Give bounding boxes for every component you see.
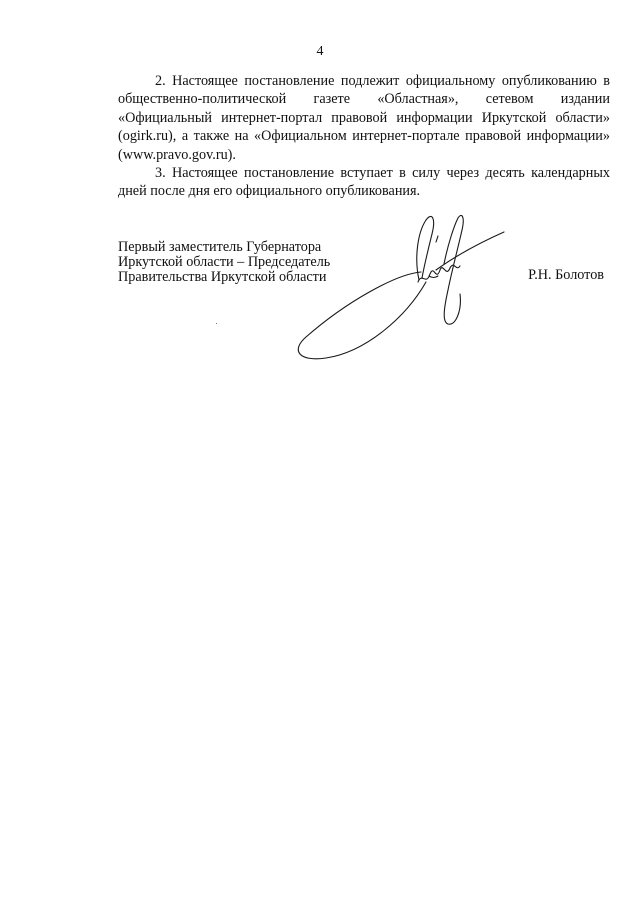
- signatory-position-line: Иркутской области – Председатель: [118, 254, 331, 270]
- document-body: [118, 72, 610, 201]
- signatory-position-line: Правительства Иркутской области: [118, 269, 327, 285]
- signatory-name: Р.Н. Болотов: [528, 267, 604, 283]
- scan-speck: [216, 323, 217, 324]
- signatory-position-line: Первый заместитель Губернатора: [118, 239, 322, 255]
- page-number: 4: [316, 44, 324, 59]
- paragraph-publication: 2. Настоящее постановление подлежит официальному опубликованию в общественно-политической газете «Областная», сетевом издании «Официальный интернет-портал правовой информации Иркутской области» (ogirk.ru), а также на «Официальном интернет-портале правовой информации» (www.pravo.gov.ru).: [118, 73, 610, 163]
- handwritten-signature: [286, 212, 506, 362]
- signature-block: [118, 240, 610, 380]
- paragraph-effective-date: 3. Настоящее постановление вступает в силу через десять календарных дней после дня его официального опубликования.: [118, 165, 610, 200]
